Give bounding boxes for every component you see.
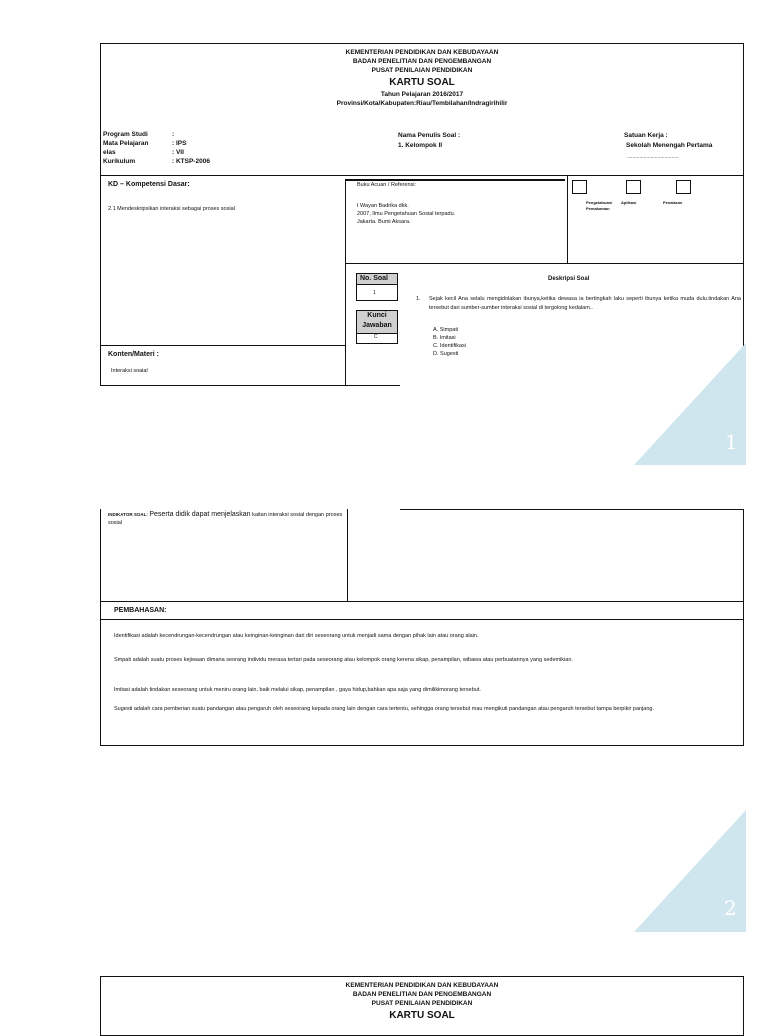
pembahasan-label: PEMBAHASAN: xyxy=(114,607,167,614)
indikator-label: INDIKATOR SOAL: xyxy=(108,512,148,517)
option-a: A. Simpati xyxy=(433,327,459,333)
ministry-line: KEMENTERIAN PENDIDIKAN DAN KEBUDAYAAN xyxy=(345,49,499,56)
info-value-class: : VII xyxy=(172,149,184,156)
konten-label: Konten/Materi : xyxy=(108,351,159,358)
option-c: C. Identifikasi xyxy=(433,343,467,349)
question-number: 1. xyxy=(416,296,421,302)
level-checkbox-application[interactable] xyxy=(626,180,641,194)
question-title: Deskripsi Soal xyxy=(548,276,590,282)
konten-text: Interaksi soaial xyxy=(111,368,148,374)
kunci-value: C xyxy=(374,334,378,340)
indikator-rest: kaitan interaksi sosial dengan proses sosial xyxy=(108,512,343,526)
card2-right-border xyxy=(743,509,744,746)
pembahasan-paragraph-1: Identifikasi adalah kecendrungan-kecendrungan atau keinginan-keinginan dari diri seseorang untuk menjadi sama dengan pihak lain atau orang alain. xyxy=(114,633,479,639)
rule-mid-bottom xyxy=(345,385,400,386)
school-year: Tahun Pelajaran 2016/2017 xyxy=(380,91,464,98)
no-soal-cell xyxy=(356,284,398,301)
info-label-program: Program Studi xyxy=(103,131,148,138)
reference-label: Buku Acuan / Referensi: xyxy=(357,182,417,188)
info-label-subject: Mata Pelajaran xyxy=(103,140,149,147)
card2-left-border xyxy=(100,509,101,746)
card2-pembahasan-rule xyxy=(100,619,744,620)
kunci-label: Kunci Jawaban xyxy=(362,312,392,329)
card2-top-right-rule xyxy=(400,509,743,510)
rule-level-vertical xyxy=(567,176,568,263)
info-value-program: : xyxy=(172,131,175,138)
card2-bottom-border xyxy=(100,745,744,746)
card2-mid-vertical xyxy=(347,509,348,602)
unit-dots: ..................................... xyxy=(627,154,679,160)
center-line: PUSAT PENILAIAN PENDIDIKAN xyxy=(371,67,473,74)
no-soal-label: No. Soal xyxy=(360,275,389,282)
agency-line: BADAN PENELITIAN DAN PENGEMBANGAN xyxy=(352,58,492,65)
option-d: D. Sugesti xyxy=(433,351,459,357)
option-b: B. Imitasi xyxy=(433,335,456,341)
writer-label: Nama Penulis Soal : xyxy=(398,132,461,139)
unit-value: Sekolah Menengah Pertama xyxy=(626,142,713,149)
info-value-subject: : IPS xyxy=(172,140,187,147)
info-label-curriculum: Kurikulum xyxy=(103,158,136,165)
level-label-reasoning: Penalaran xyxy=(663,200,683,205)
pembahasan-paragraph-2: Smpati adalah suatu proses kejiwaan dimana seorang individu merasa tertari pada seseorang atau kelompok orang kerena sikap, penampilan, wibawa atau perbuatannya yang sedemikian. xyxy=(114,657,573,663)
rule-ref-bottom xyxy=(345,263,744,264)
level-checkbox-reasoning[interactable] xyxy=(676,180,691,194)
kd-text: 2.1 Mendeskripsikan interaksi sebagai proses sosial xyxy=(108,206,235,212)
p3-center-line: PUSAT PENILAIAN PENDIDIKAN xyxy=(371,1000,473,1007)
level-label-application: Aplikasi xyxy=(621,200,637,205)
info-label-class: elas xyxy=(103,149,116,156)
indikator-emphasis: Peserta didik dapat menjelaskan xyxy=(149,511,251,518)
rule-mid-vertical xyxy=(345,180,346,386)
p3-card-title: KARTU SOAL xyxy=(389,1010,455,1021)
level-label-knowledge: Pengetahuan/ Pemahaman xyxy=(586,200,613,211)
question-text: Sejak kecil Ana selalu mengidolakan ibunya,ketika dewasa ia bertingkah laku seperti ibunya ketika muda dulu.tindakan Ana tersebut dari sumber-sumber interaksi sosial di tergolong kedalam.. xyxy=(429,296,741,311)
pembahasan-paragraph-4: Sugesti adalah cara pemberian suatu pandangan atau pengaruh oleh seseorang kepada orang lain dengan cara tertentu, sehingga orang tersebut mau mengikuti pandangan atau pengaruh tersebut tampa berpikir panjang. xyxy=(114,706,655,712)
indikator-text xyxy=(108,511,346,527)
rule-top-grid xyxy=(100,175,744,176)
rule-konten-top xyxy=(100,345,346,346)
info-value-curriculum: : KTSP-2006 xyxy=(172,158,210,165)
card-title: KARTU SOAL xyxy=(389,77,455,88)
card2-pembahasan-top xyxy=(100,601,744,602)
page-number-1: 1 xyxy=(725,430,738,454)
location: Provinsi/Kota/Kabupaten:Riau/Tembilahan/Indragirihilir xyxy=(336,100,508,107)
kd-label: KD – Kompetensi Dasar: xyxy=(108,181,190,188)
writer-value: 1. Kelompok II xyxy=(398,142,443,149)
level-checkbox-knowledge[interactable] xyxy=(572,180,587,194)
p3-ministry-line: KEMENTERIAN PENDIDIKAN DAN KEBUDAYAAN xyxy=(345,982,499,989)
reference-line-2: 2007, Ilmu Pengetahuan Sosial terpadu. xyxy=(357,211,456,217)
reference-line-3: Jakarta. Bumi Aksara. xyxy=(357,219,411,225)
no-soal-value: 1 xyxy=(373,290,376,296)
reference-line-1: I Wayan Badrika dkk. xyxy=(357,203,409,209)
unit-label: Satuan Kerja : xyxy=(624,132,668,139)
page-number-2: 2 xyxy=(724,896,737,920)
p3-agency-line: BADAN PENELITIAN DAN PENGEMBANGAN xyxy=(352,991,492,998)
pembahasan-paragraph-3: Imitasi adalah tindakan seseorang untuk meniru orang lain, baik melalui sikap, penampilan , gaya hidup,bahkan apa saja yang dimilikimorang tersebut. xyxy=(114,687,481,693)
